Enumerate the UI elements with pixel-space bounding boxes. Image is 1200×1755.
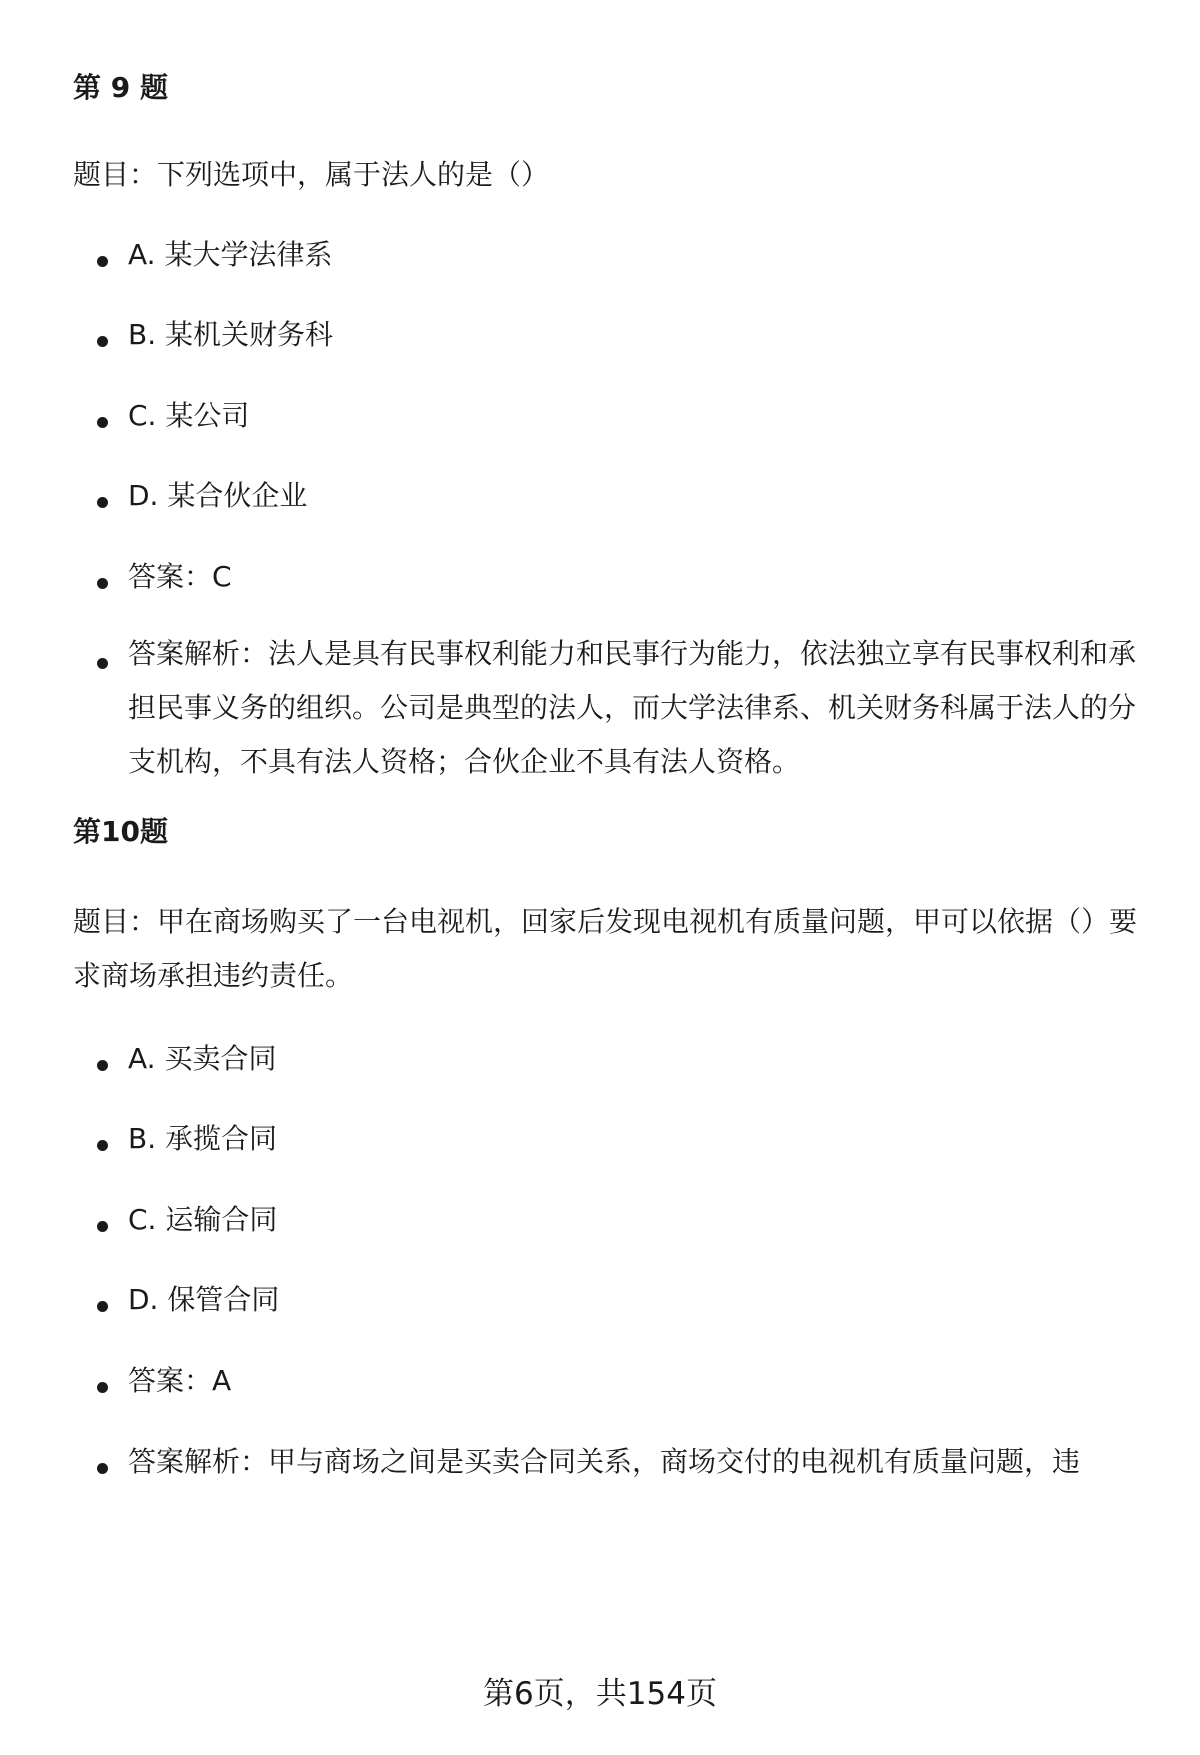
option-a: A. 某大学法律系	[128, 238, 333, 271]
answer: 答案：A	[128, 1364, 232, 1397]
option-b: B. 某机关财务科	[128, 318, 334, 351]
bullet-icon	[97, 1140, 108, 1151]
answer-explanation: 答案解析：法人是具有民事权利能力和民事行为能力，依法独立享有民事权利和承担民事义务的组织。公司是典型的法人，而大学法律系、机关财务科属于法人的分支机构，不具有法人资格；合伙企业不具有法人资格。	[128, 637, 1137, 778]
bullet-icon	[97, 336, 108, 347]
answer: 答案：C	[128, 560, 232, 593]
bullet-icon	[97, 658, 108, 669]
question-title: 第10题	[73, 815, 168, 848]
bullet-icon	[97, 417, 108, 428]
option-a: A. 买卖合同	[128, 1042, 277, 1075]
bullet-icon	[97, 497, 108, 508]
bullet-icon	[97, 1060, 108, 1071]
question-stem: 题目：甲在商场购买了一台电视机，回家后发现电视机有质量问题，甲可以依据（）要求商场承担违约责任。	[73, 905, 1138, 992]
bullet-icon	[97, 256, 108, 267]
bullet-icon	[97, 1301, 108, 1312]
bullet-icon	[97, 1463, 108, 1474]
answer-explanation: 答案解析：甲与商场之间是买卖合同关系，商场交付的电视机有质量问题，违	[128, 1445, 1081, 1478]
option-c: C. 某公司	[128, 399, 250, 432]
option-c: C. 运输合同	[128, 1203, 278, 1236]
bullet-icon	[97, 578, 108, 589]
option-b: B. 承揽合同	[128, 1122, 278, 1155]
question-stem: 题目：下列选项中，属于法人的是（）	[73, 158, 550, 191]
option-d: D. 保管合同	[128, 1283, 280, 1316]
option-d: D. 某合伙企业	[128, 479, 308, 512]
bullet-icon	[97, 1382, 108, 1393]
question-title: 第 9 题	[73, 71, 168, 104]
page-number: 第6页，共154页	[483, 1676, 717, 1712]
bullet-icon	[97, 1221, 108, 1232]
